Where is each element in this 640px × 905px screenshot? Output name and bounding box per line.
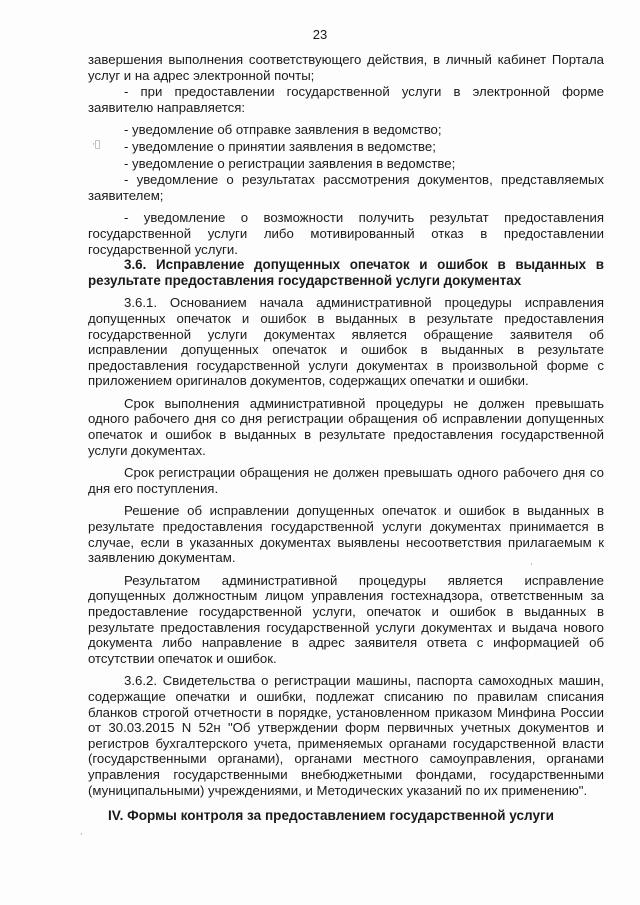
scan-artifact: ·ﾟ: [92, 140, 101, 150]
notification-item: - уведомление о возможности получить результат предоставления государственной услуги либо мотивированный отказ в предоставлении государственной услуги.: [88, 210, 604, 257]
notification-item: - уведомление о регистрации заявления в ведомстве;: [124, 155, 456, 171]
section-paragraph: Срок выполнения административной процедуры не должен превышать одного рабочего дня со дня регистрации обращения об исправлении допущенных опечаток и ошибок в выданных в результате предоставления государственной услуги документах.: [88, 395, 604, 458]
section-heading-3-6: 3.6. Исправление допущенных опечаток и ошибок в выданных в результате предоставления государственной услуги документах: [88, 257, 604, 288]
section-paragraph: Срок регистрации обращения не должен превышать одного рабочего дня со дня его поступления.: [88, 465, 604, 496]
notification-item: - уведомление о принятии заявления в ведомстве;: [124, 138, 436, 154]
scan-artifact: ·: [530, 560, 533, 570]
section-paragraph: 3.6.2. Свидетельства о регистрации машины, паспорта самоходных машин, содержащие опечатки и ошибки, подлежат списанию по правилам списания бланков строгой отчетности в порядке, установленном приказом Минфина России от 30.03.2015 N 52н "Об утверждении форм первичных учетных документов и регистров бухгалтерского учета, применяемых органами государственной власти (государственными органами), органами местного самоуправления, органами управления государственными внебюджетными фондами, государственными (муниципальными) учреждениями, и Методических указаний по их применению".: [88, 673, 604, 798]
page-number: 23: [312, 27, 328, 42]
section-paragraph: Результатом административной процедуры является исправление допущенных должностным лицом управления гостехнадзора, ответственным за предоставление государственной услуги, опечаток и ошибок в выданных в результате предоставления государственной услуги документах и выдача нового документа либо направление в адрес заявителя ответа с информацией об отсутствии опечаток и ошибок.: [88, 572, 604, 666]
notification-item: - уведомление о результатах рассмотрения документов, представляемых заявителем;: [88, 172, 604, 203]
section-paragraph: 3.6.1. Основанием начала административной процедуры исправления допущенных опечаток и ошибок в выданных в результате предоставления государственной услуги документах является обращение заявителя об исправлении допущенных опечаток и ошибок в выданных в результате предоставления государственной услуги документах в произвольной форме с приложением оригиналов документов, содержащих опечатки и ошибки.: [88, 295, 604, 389]
notification-item: - уведомление об отправке заявления в ведомство;: [124, 122, 442, 138]
section-paragraph: Решение об исправлении допущенных опечаток и ошибок в выданных в результате предоставления государственной услуги документах принимается в случае, если в указанных документах выявлены несоответствия прилагаемым к заявлению документам.: [88, 503, 604, 566]
chapter-heading-iv: IV. Формы контроля за предоставлением государственной услуги: [108, 808, 555, 824]
scan-artifact: ·: [80, 830, 83, 840]
document-body: [88, 52, 604, 824]
intro-paragraph-electronic: - при предоставлении государственной услуги в электронной форме заявителю направляется:: [88, 84, 604, 115]
intro-paragraph: завершения выполнения соответствующего действия, в личный кабинет Портала услуг и на адрес электронной почты;: [88, 52, 604, 83]
